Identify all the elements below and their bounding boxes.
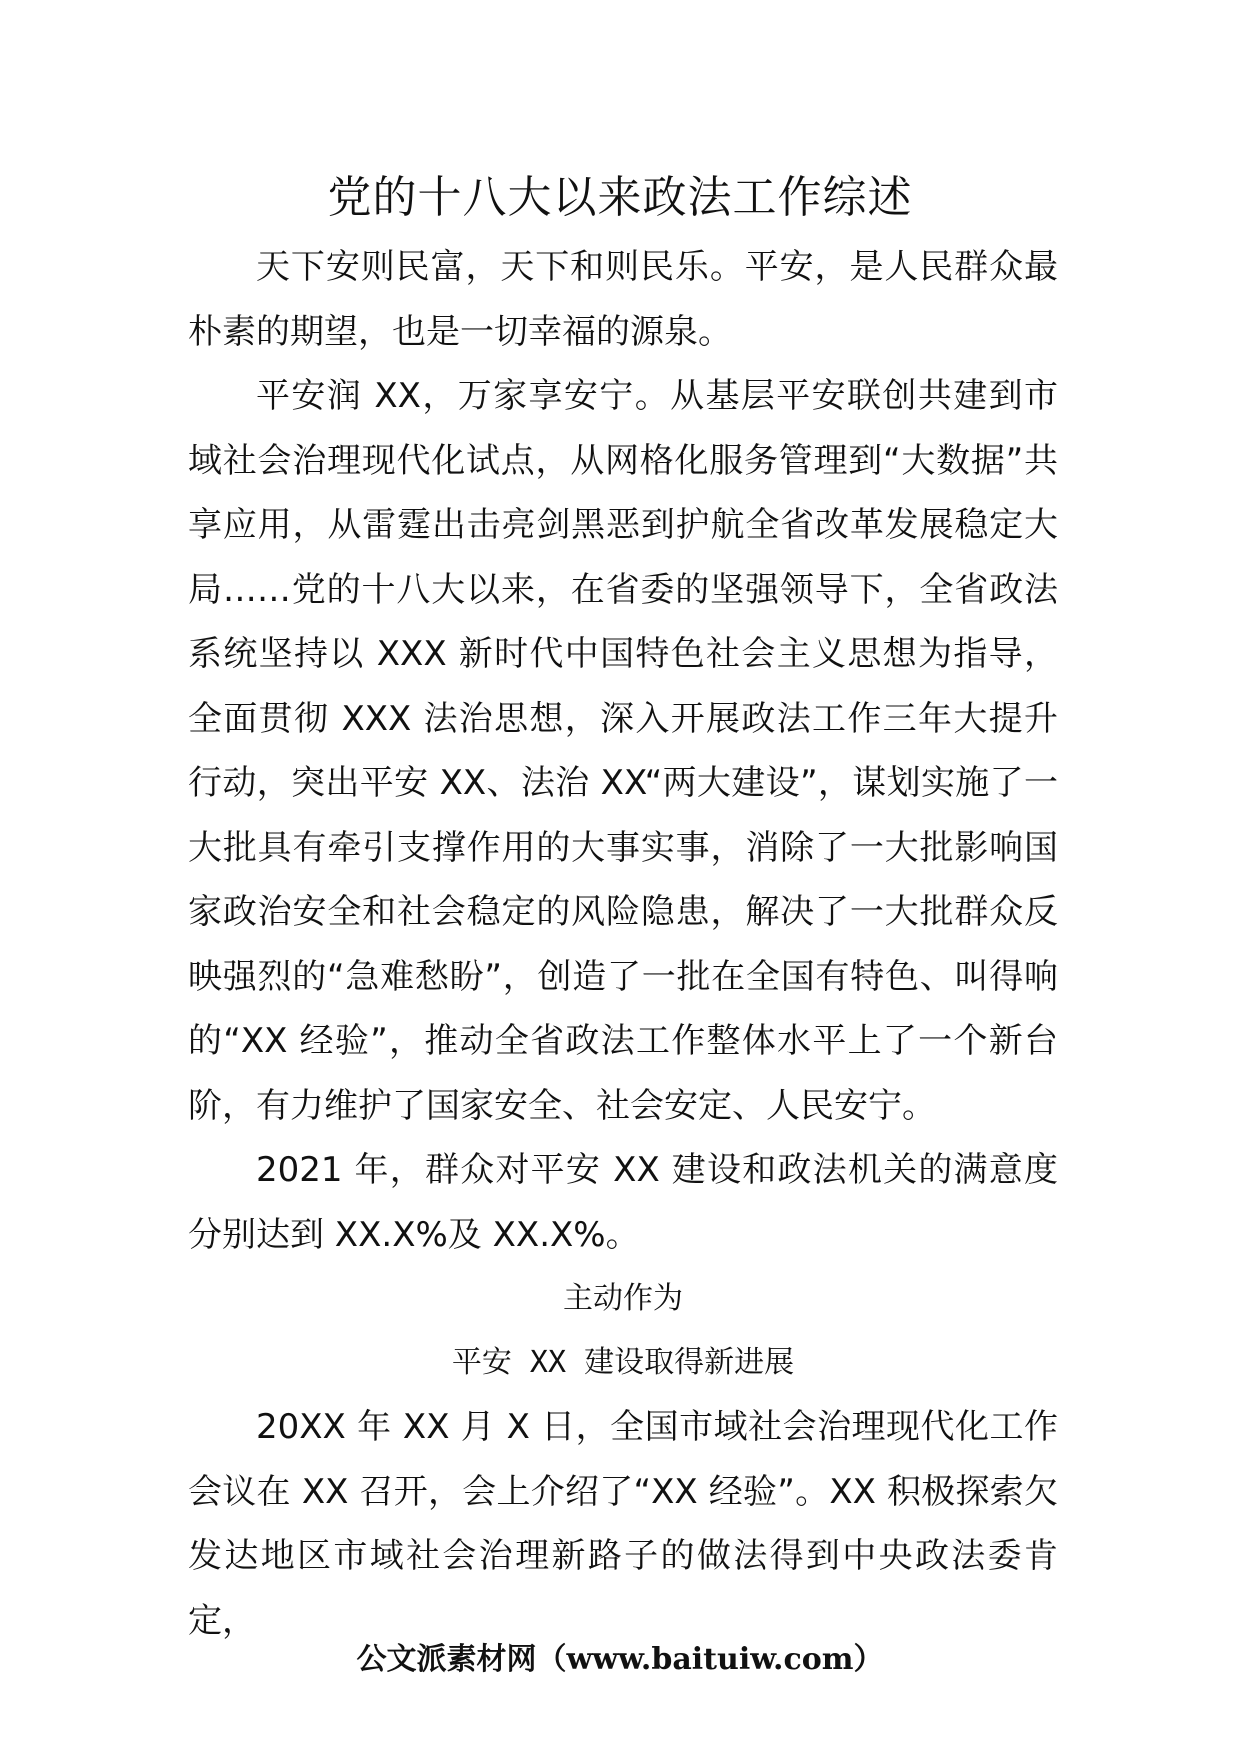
paragraph-meeting: 20XX 年 XX 月 X 日，全国市域社会治理现代化工作会议在 XX 召开，会上介绍了“XX 经验”。XX 积极探索欠发达地区市域社会治理新路子的做法得到中央政法委肯定， xyxy=(188,1407,1058,1641)
paragraph-intro: 天下安则民富，天下和则民乐。平安，是人民群众最朴素的期望，也是一切幸福的源泉。 xyxy=(188,247,1058,352)
footer-watermark-text: 公文派素材网（www.baituiw.com） xyxy=(356,1642,884,1677)
paragraph-overview: 平安润 XX，万家享安宁。从基层平安联创共建到市域社会治理现代化试点，从网格化服务管理到“大数据”共享应用，从雷霆出击亮剑黑恶到护航全省改革发展稳定大局……党的十八大以来，在省委的坚强领导下，全省政法系统坚持以 XXX 新时代中国特色社会主义思想为指导，全面贯彻 XXX 法治思想，深入开展政法工作三年大提升行动，突出平安 XX、法治 XX“两大建设”，谋划实施了一大批具有牵引支撑作用的大事实事，消除了一大批影响国家政治安全和社会稳定的风险隐患，解决了一大批群众反映强烈的“急难愁盼”，创造了一批在全国有特色、叫得响的“XX 经验”，推动全省政法工作整体水平上了一个新台阶，有力维护了国家安全、社会安定、人民安宁。 xyxy=(188,376,1058,1126)
page-title: 党的十八大以来政法工作综述 xyxy=(327,172,913,223)
paragraph-satisfaction: 2021 年，群众对平安 XX 建设和政法机关的满意度分别达到 XX.X%及 XX.X%。 xyxy=(188,1150,1058,1255)
section-subheading: 主动作为 xyxy=(563,1281,683,1316)
section-subheading-secondary: 平安 XX 建设取得新进展 xyxy=(451,1345,795,1380)
document-body xyxy=(188,235,1058,1653)
